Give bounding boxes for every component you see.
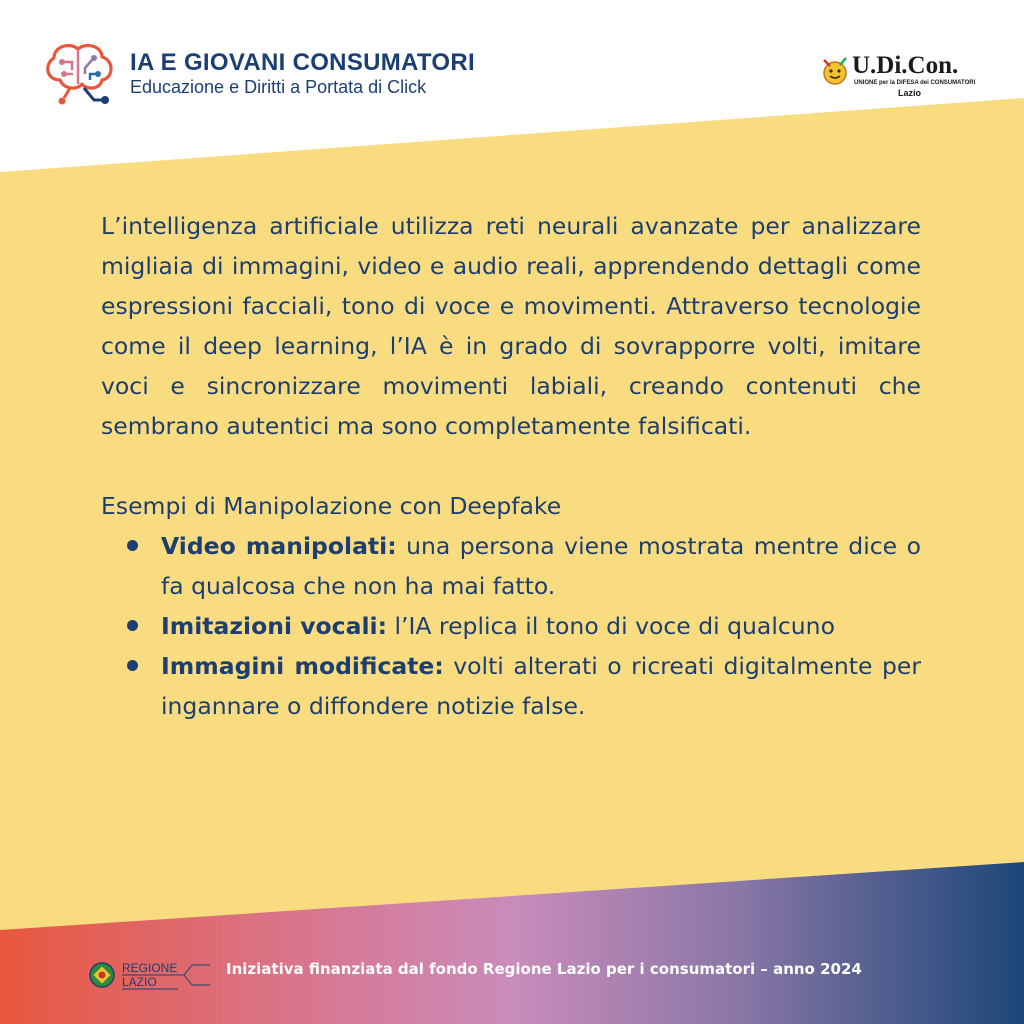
brain-circuit-icon [40,40,118,108]
project-title: IA E GIOVANI CONSUMATORI [130,49,475,76]
example-item [161,646,921,726]
example-description: l’IA replica il tono di voce di qualcuno [386,612,835,640]
example-description: una persona viene mostrata mentre dice o fa qualcosa che non ha mai fatto. [161,532,921,600]
example-term: Immagini modificate: [161,652,444,680]
footer-funding-text: Iniziativa finanziata dal fondo Regione Lazio per i consumatori – anno 2024 [226,960,862,978]
udicon-name: U.Di.Con. [852,52,959,79]
sun-emblem-icon [818,54,852,88]
udicon-tagline: UNIONE per la DIFESA dei CONSUMATORI [854,80,976,86]
example-description: volti alterati o ricreati digitalmente per ingannare o diffondere notizie false. [161,652,921,720]
intro-paragraph: L’intelligenza artificiale utilizza reti neurali avanzate per analizzare migliaia di immagini, video e audio reali, apprendendo dettagli come espressioni facciali, tono di voce e movimenti. Attraverso tecnologie come il deep learning, l’IA è in grado di sovrapporre volti, imitare voci e sincronizzare movimenti labiali, creando contenuti che sembrano autentici ma sono completamente falsificati. [101,212,921,440]
example-item [161,526,921,606]
main-content [101,206,921,726]
region-logo-line2: LAZIO [122,975,157,989]
example-term: Imitazioni vocali: [161,612,387,640]
udicon-region: Lazio [898,88,922,98]
example-term: Video manipolati: [161,532,397,560]
udicon-logo [818,50,988,102]
examples-list [101,526,921,726]
project-header [130,50,475,98]
region-lazio-emblem-icon [88,955,218,995]
example-item [161,606,921,646]
examples-heading: Esempi di Manipolazione con Deepfake [101,492,562,520]
region-logo-line1: REGIONE [122,961,178,975]
project-subtitle: Educazione e Diritti a Portata di Click [130,77,427,97]
